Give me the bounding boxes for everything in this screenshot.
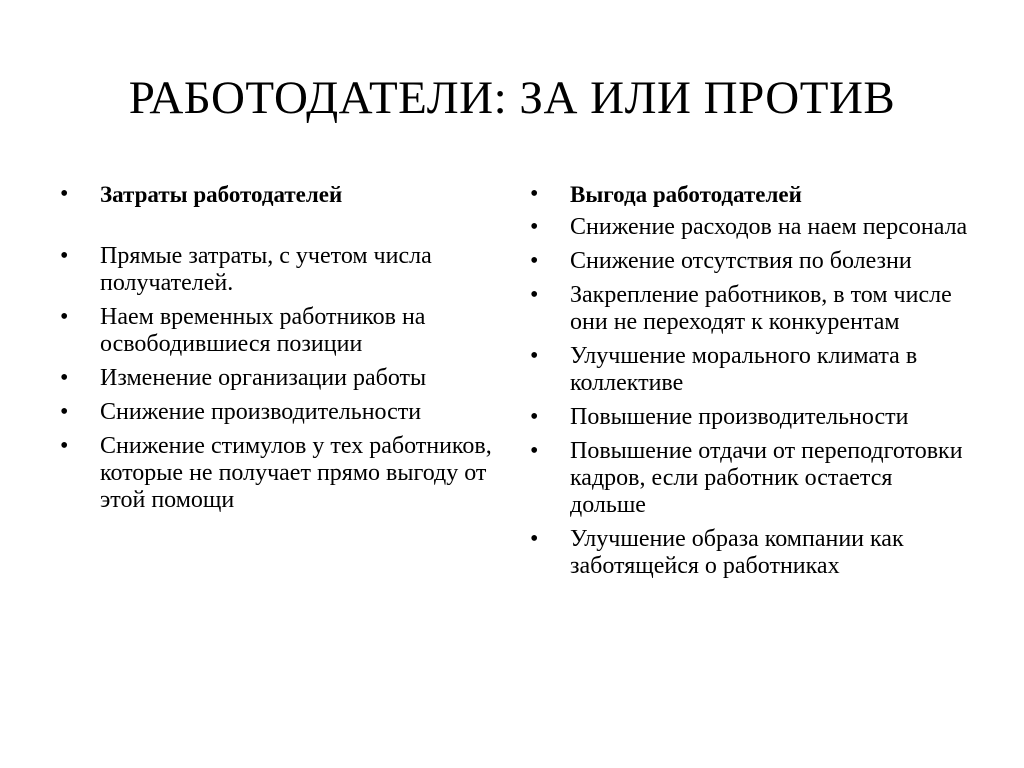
- list-item: [60, 304, 500, 358]
- bullet-dot: •: [530, 343, 539, 369]
- list-item-text: Повышение отдачи от переподготовки кадров, если работник остается дольше: [570, 438, 963, 518]
- list-item-text: Прямые затраты, с учетом числа получателей.: [100, 243, 432, 296]
- costs-column: [60, 181, 500, 521]
- list-item-text: Снижение расходов на наем персонала: [570, 214, 968, 240]
- list-item-text: Улучшение образа компании как заботящейся о работниках: [570, 526, 904, 579]
- benefits-column: [530, 181, 970, 587]
- bullet-dot: •: [530, 181, 539, 207]
- bullet-dot: •: [530, 404, 539, 430]
- list-item: [530, 526, 970, 580]
- bullet-dot: •: [530, 526, 539, 552]
- bullet-dot: •: [530, 438, 539, 464]
- list-item-text: Снижение стимулов у тех работников, которые не получает прямо выгоду от этой помощи: [100, 433, 492, 513]
- list-item-text: Улучшение морального климата в коллективе: [570, 343, 918, 396]
- bullet-dot: •: [530, 214, 539, 240]
- list-item: [530, 282, 970, 336]
- list-item: [530, 404, 970, 431]
- costs-heading-item: [60, 181, 500, 209]
- list-item: [530, 214, 970, 241]
- list-item: [530, 438, 970, 519]
- list-item-text: Изменение организации работы: [100, 365, 427, 391]
- list-item: [530, 343, 970, 397]
- bullet-dot: •: [530, 282, 539, 308]
- bullet-dot: •: [530, 248, 539, 274]
- bullet-dot: •: [60, 365, 69, 391]
- slide-title: РАБОТОДАТЕЛИ: ЗА ИЛИ ПРОТИВ: [128, 72, 896, 124]
- bullet-dot: •: [60, 433, 69, 459]
- list-item-text: Наем временных работников на освободившиеся позиции: [100, 304, 426, 357]
- list-item: [60, 365, 500, 392]
- costs-heading: Затраты работодателей: [100, 182, 343, 207]
- list-item: [60, 399, 500, 426]
- bullet-dot: •: [60, 399, 69, 425]
- benefits-heading: Выгода работодателей: [570, 182, 802, 207]
- bullet-dot: •: [60, 243, 69, 269]
- list-item-text: Снижение производительности: [100, 399, 422, 425]
- benefits-heading-item: [530, 181, 970, 209]
- list-item-text: Повышение производительности: [570, 404, 909, 430]
- list-item-text: Снижение отсутствия по болезни: [570, 248, 912, 274]
- list-item: [530, 248, 970, 275]
- bullet-dot: •: [60, 181, 69, 207]
- list-item: [60, 433, 500, 514]
- list-item-text: Закрепление работников, в том числе они не переходят к конкурентам: [570, 282, 952, 335]
- list-item: [60, 243, 500, 297]
- bullet-dot: •: [60, 304, 69, 330]
